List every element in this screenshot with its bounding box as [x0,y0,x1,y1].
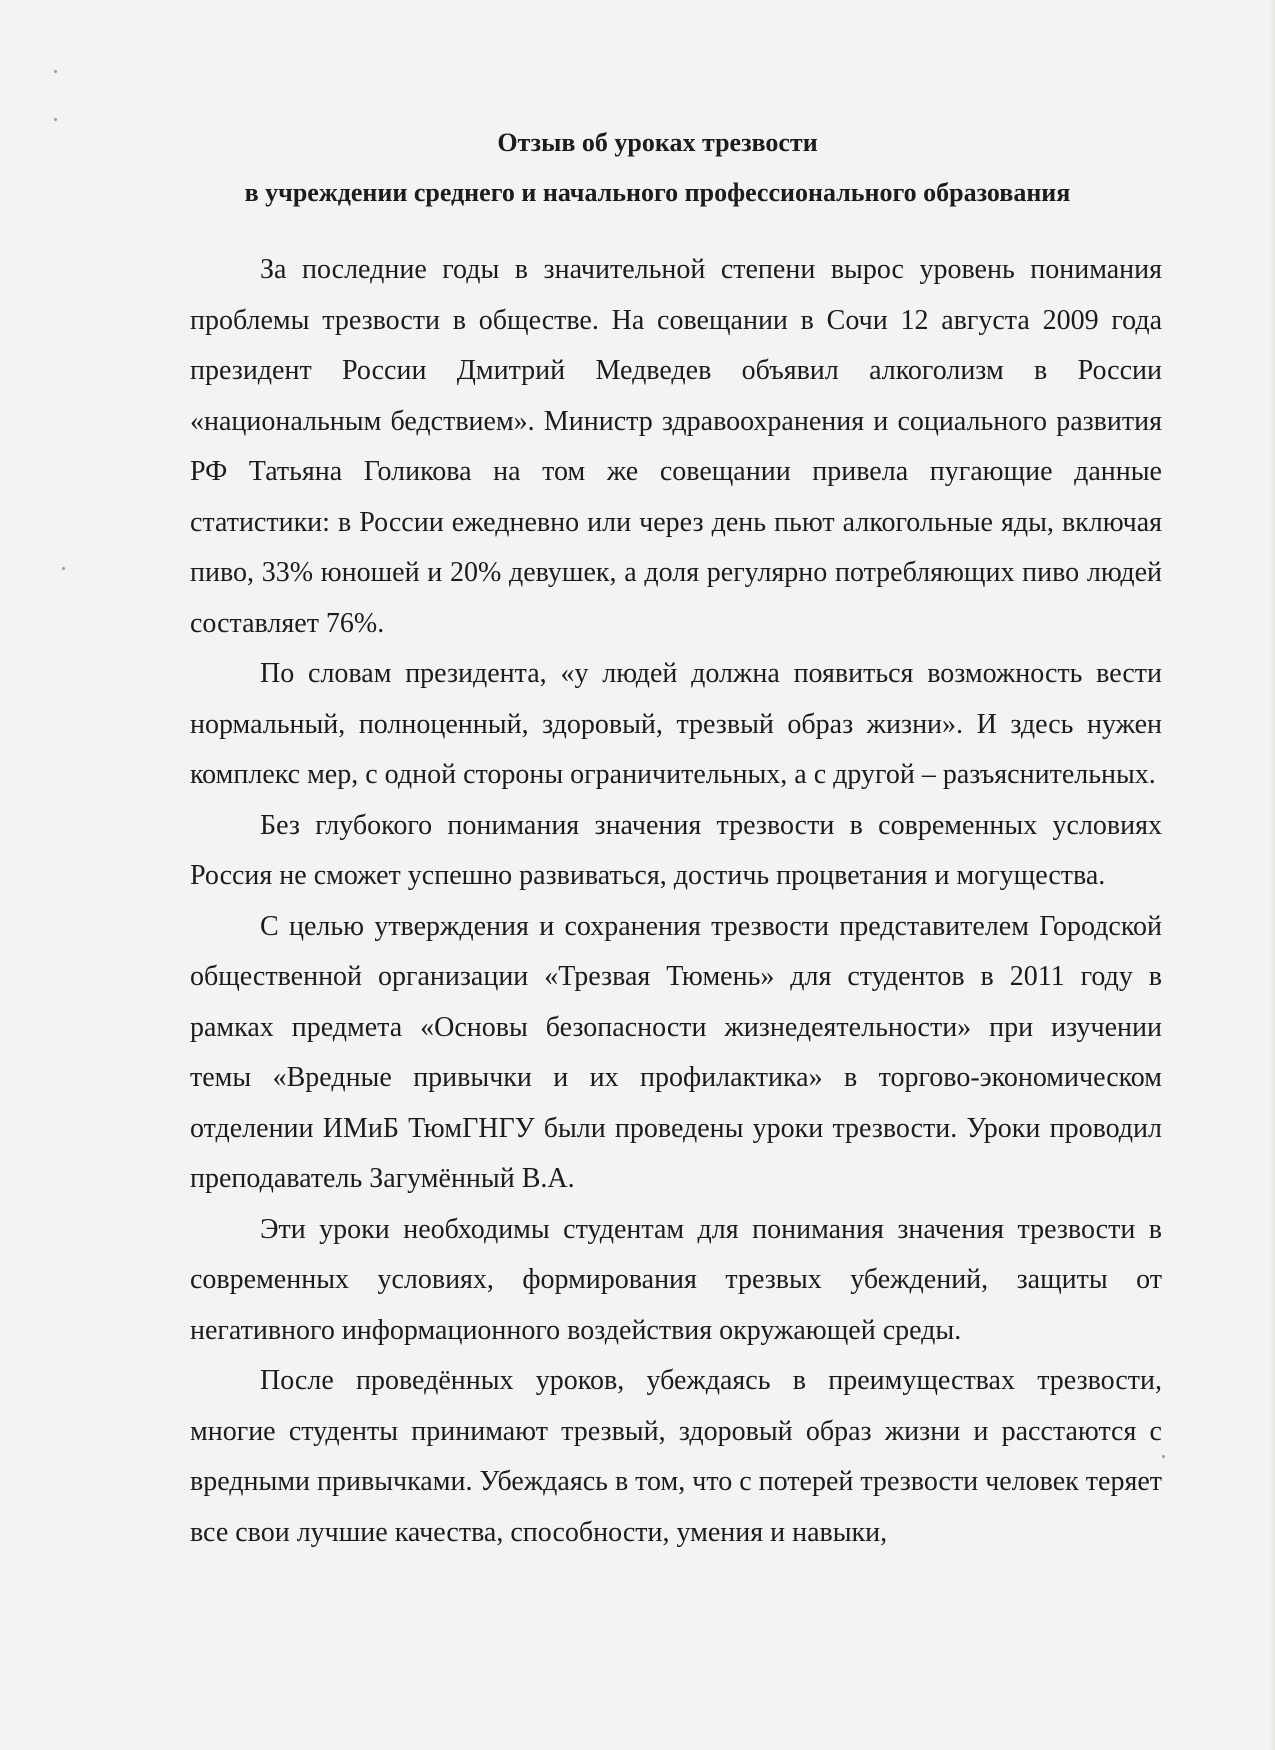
document-body [190,245,1162,1558]
document-title [0,118,1275,218]
paragraph: Без глубокого понимания значения трезвости в современных условиях Россия не сможет успешно развиваться, достичь процветания и могущества. [190,809,1162,891]
paragraph: Эти уроки необходимы студентам для понимания значения трезвости в современных условиях, формирования трезвых убеждений, защиты от негативного информационного воздействия окружающей среды. [190,1213,1162,1346]
page-edge-shadow [1269,0,1275,1750]
title-line-1: Отзыв об уроках трезвости [497,128,818,157]
scan-speck [62,567,65,570]
paragraph: С целью утверждения и сохранения трезвости представителем Городской общественной организации «Трезвая Тюмень» для студентов в 2011 году в рамках предмета «Основы безопасности жизнедеятельности» при изучении темы «Вредные привычки и их профилактика» в торгово-экономическом отделении ИМиБ ТюмГНГУ были проведены уроки трезвости. Уроки проводил преподаватель Загумённый В.А. [190,910,1162,1194]
scan-speck [1162,1455,1165,1458]
paragraph: По словам президента, «у людей должна появиться возможность вести нормальный, полноценный, здоровый, трезвый образ жизни». И здесь нужен комплекс мер, с одной стороны ограничительных, а с другой – разъяснительных. [190,658,1162,790]
scan-speck [54,70,57,73]
title-line-2: в учреждении среднего и начального профессионального образования [244,178,1071,207]
paragraph: За последние годы в значительной степени вырос уровень понимания проблемы трезвости в обществе. На совещании в Сочи 12 августа 2009 года президент России Дмитрий Медведев объявил алкоголизм в России «национальным бедствием». Министр здравоохранения и социального развития РФ Татьяна Голикова на том же совещании привела пугающие данные статистики: в России ежедневно или через день пьют алкогольные яды, включая пиво, 33% юношей и 20% девушек, а доля регулярно потребляющих пиво людей составляет 76%. [190,254,1162,639]
paragraph: После проведённых уроков, убеждаясь в преимуществах трезвости, многие студенты принимают трезвый, здоровый образ жизни и расстаются с вредными привычками. Убеждаясь в том, что с потерей трезвости человек теряет все свои лучшие качества, способности, умения и навыки, [190,1365,1162,1548]
